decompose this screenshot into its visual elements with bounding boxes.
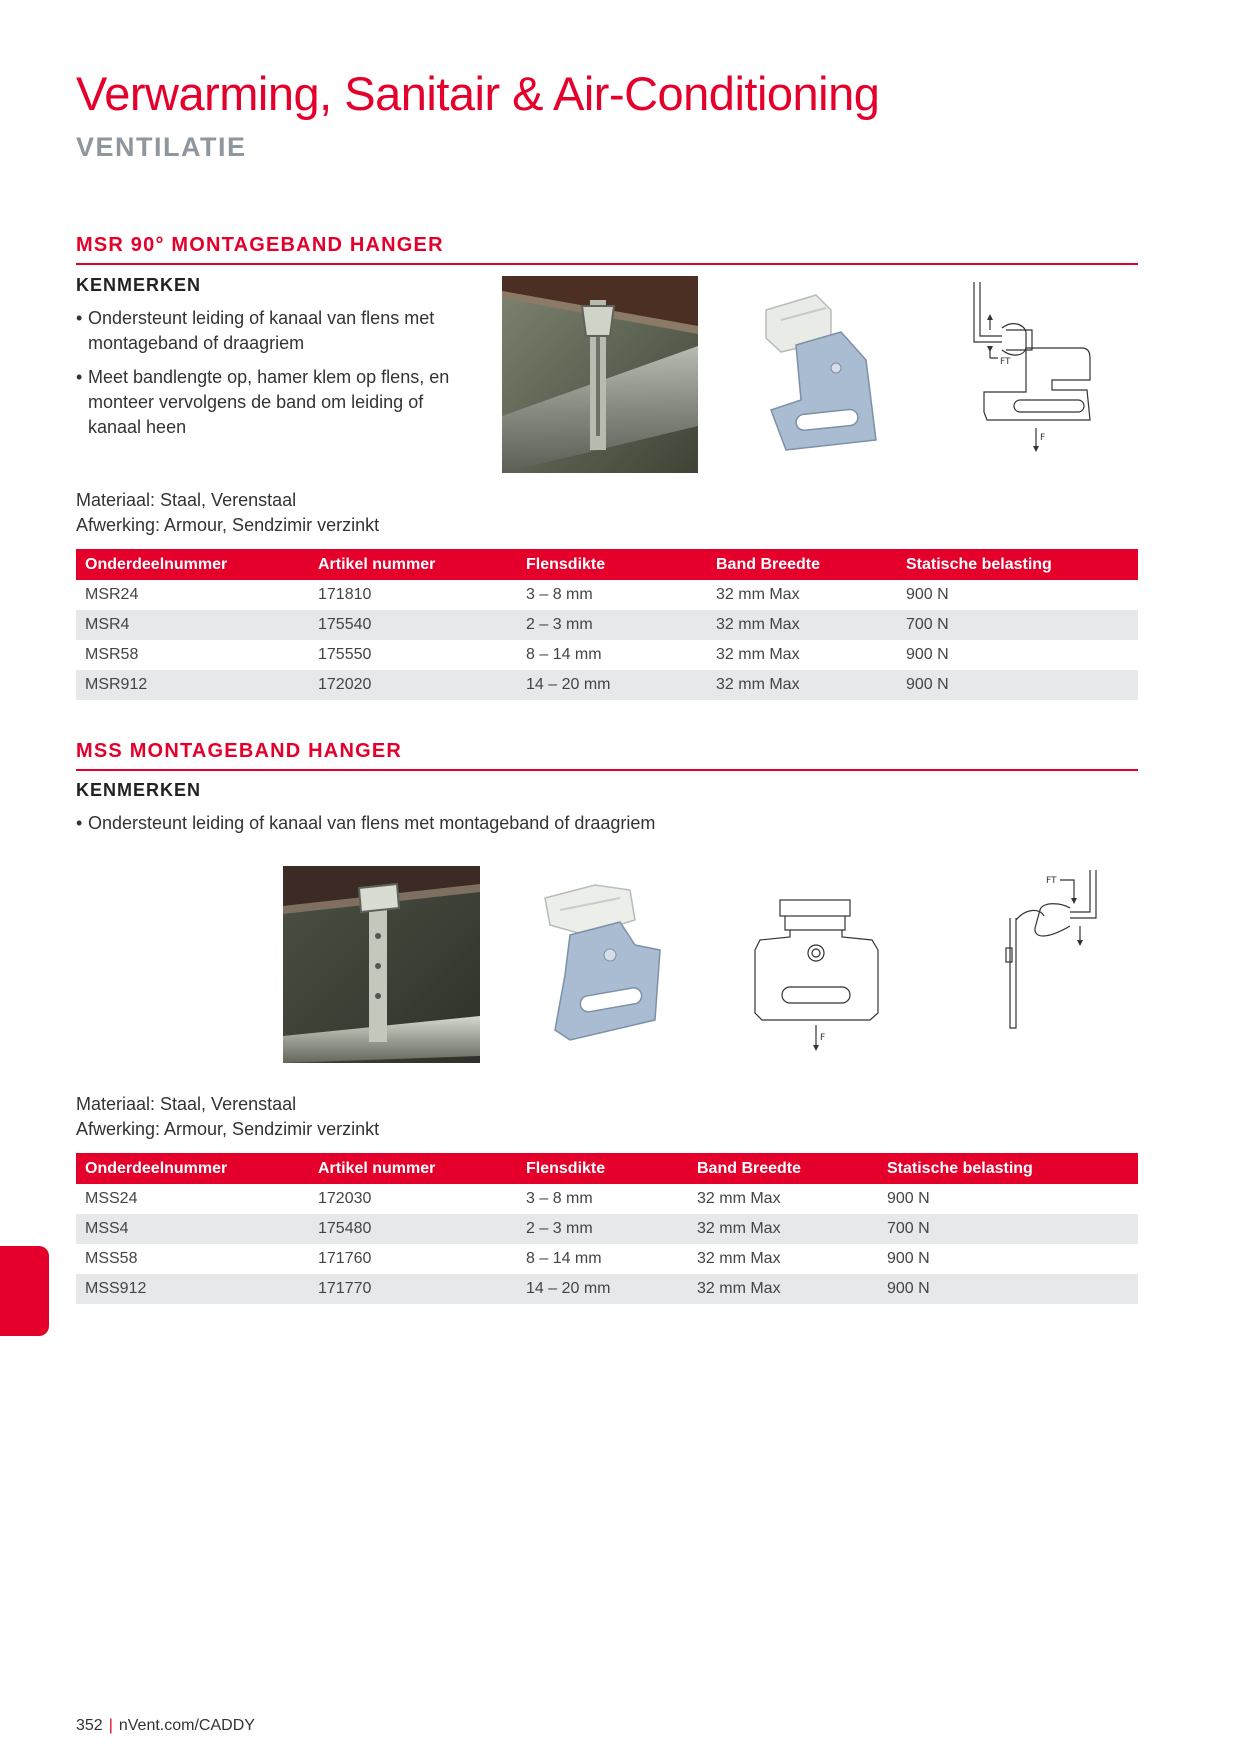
features-title-msr: KENMERKEN <box>76 275 202 295</box>
feature-item: • Ondersteunt leiding of kanaal van flens met montageband of draagriem <box>76 306 456 356</box>
page-subtitle: VENTILATIE <box>76 132 247 162</box>
table-cell: 900 N <box>906 586 949 603</box>
feature-item: • Ondersteunt leiding of kanaal van flens met montageband of draagriem <box>76 811 876 836</box>
table-cell: 2 – 3 mm <box>517 1214 688 1244</box>
table-cell: 900 N <box>906 646 949 663</box>
column-header: Artikel nummer <box>309 1153 517 1184</box>
column-header: Flensdikte <box>517 1153 688 1184</box>
table-header-row <box>76 549 1138 580</box>
section-title-mss: MSS MONTAGEBAND HANGER <box>76 740 1138 771</box>
table-cell: 2 – 3 mm <box>517 610 707 640</box>
table-cell: 8 – 14 mm <box>526 646 602 663</box>
table-cell: MSR58 <box>85 646 139 663</box>
mss-product-image <box>540 880 670 1050</box>
footer-separator: | <box>108 1717 113 1734</box>
table-cell: 900 N <box>887 1250 930 1267</box>
table-cell: MSS58 <box>85 1250 138 1267</box>
finish-line: Afwerking: Armour, Sendzimir verzinkt <box>76 515 380 535</box>
footer-site-link[interactable]: nVent.com/CADDY <box>118 1717 255 1734</box>
section-title-msr: MSR 90° MONTAGEBAND HANGER <box>76 234 1138 265</box>
column-header: Band Breedte <box>707 549 897 580</box>
table-cell: MSS4 <box>76 1214 309 1244</box>
mss-installation-photo <box>283 866 480 1063</box>
table-cell: 171770 <box>309 1274 517 1304</box>
table-cell: 14 – 20 mm <box>517 670 707 700</box>
page-number: 352 <box>76 1717 103 1734</box>
column-header: Onderdeelnummer <box>76 1153 309 1184</box>
material-line: Materiaal: Staal, Verenstaal <box>76 1094 297 1114</box>
table-cell: 171810 <box>318 586 372 603</box>
table-cell: 900 N <box>878 1274 1138 1304</box>
table-cell: 3 – 8 mm <box>526 586 593 603</box>
table-cell: 3 – 8 mm <box>526 1190 593 1207</box>
features-title-mss: KENMERKEN <box>76 780 202 800</box>
mss-technical-drawing-front <box>750 895 900 1060</box>
page-footer <box>76 1717 255 1735</box>
finish-line: Afwerking: Armour, Sendzimir verzinkt <box>76 1119 380 1139</box>
msr-ft-label: FT <box>1000 357 1011 367</box>
chapter-tab-marker <box>0 1246 49 1336</box>
table-cell: 171760 <box>318 1250 372 1267</box>
table-cell: 32 mm Max <box>707 670 897 700</box>
table-cell: 172030 <box>318 1190 372 1207</box>
mss-ft-label: FT <box>1046 876 1057 886</box>
table-cell: 8 – 14 mm <box>526 1250 602 1267</box>
table-cell: 32 mm Max <box>688 1274 878 1304</box>
mss-technical-drawing-side <box>990 868 1110 1033</box>
column-header: Statische belasting <box>897 549 1138 580</box>
table-cell: 900 N <box>897 670 1138 700</box>
table-cell: 32 mm Max <box>707 610 897 640</box>
table-cell: MSR4 <box>76 610 309 640</box>
table-cell: 700 N <box>897 610 1138 640</box>
table-cell: 900 N <box>887 1190 930 1207</box>
material-line: Materiaal: Staal, Verenstaal <box>76 490 297 510</box>
table-row <box>76 640 1138 670</box>
column-header: Artikel nummer <box>309 549 517 580</box>
table-row <box>76 1274 1138 1304</box>
table-cell: 14 – 20 mm <box>517 1274 688 1304</box>
table-row <box>76 610 1138 640</box>
msr-product-image <box>756 290 886 460</box>
table-cell: MSS912 <box>76 1274 309 1304</box>
table-cell: 32 mm Max <box>697 1190 781 1207</box>
table-cell: 175540 <box>309 610 517 640</box>
msr-f-label: F <box>1040 433 1046 443</box>
table-row <box>76 580 1138 610</box>
table-cell: 175550 <box>318 646 372 663</box>
material-info-mss <box>76 1092 379 1142</box>
table-row <box>76 670 1138 700</box>
table-row <box>76 1244 1138 1274</box>
table-cell: 700 N <box>878 1214 1138 1244</box>
table-cell: 32 mm Max <box>716 646 800 663</box>
table-cell: 172020 <box>309 670 517 700</box>
feature-item: • Meet bandlengte op, hamer klem op flens, en monteer vervolgens de band om leiding of kanaal heen <box>76 365 456 440</box>
table-cell: 32 mm Max <box>688 1214 878 1244</box>
spec-table-msr <box>76 549 1138 700</box>
table-header-row <box>76 1153 1138 1184</box>
table-cell: MSR24 <box>85 586 139 603</box>
column-header: Flensdikte <box>517 549 707 580</box>
msr-technical-drawing <box>962 280 1112 470</box>
column-header: Statische belasting <box>878 1153 1138 1184</box>
table-cell: 175480 <box>309 1214 517 1244</box>
table-cell: MSS24 <box>85 1190 138 1207</box>
features-list-mss <box>76 811 876 845</box>
table-row <box>76 1184 1138 1214</box>
table-cell: 32 mm Max <box>716 586 800 603</box>
page-title: Verwarming, Sanitair & Air-Conditioning <box>76 67 880 120</box>
material-info-msr <box>76 488 379 538</box>
table-row <box>76 1214 1138 1244</box>
spec-table-mss <box>76 1153 1138 1304</box>
column-header: Onderdeelnummer <box>76 549 309 580</box>
table-cell: MSR912 <box>76 670 309 700</box>
features-list-msr <box>76 306 456 449</box>
table-cell: 32 mm Max <box>697 1250 781 1267</box>
mss-f-label: F <box>820 1033 826 1043</box>
column-header: Band Breedte <box>688 1153 878 1184</box>
msr-installation-photo <box>502 276 698 473</box>
